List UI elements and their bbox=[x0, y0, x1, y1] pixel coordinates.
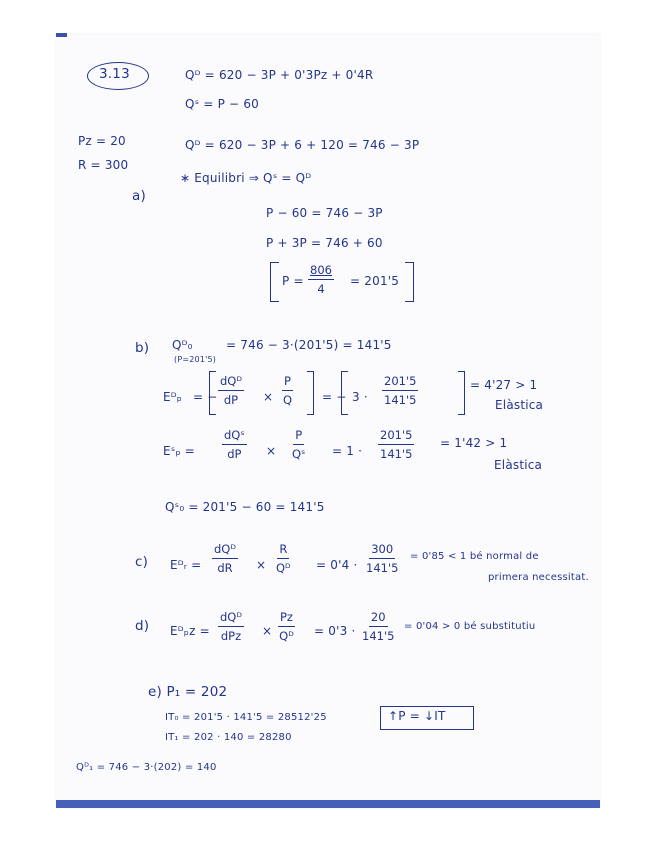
ed-bracket2-left bbox=[341, 371, 348, 415]
price-result-fraction bbox=[308, 263, 334, 297]
price-result-lhs: P = bbox=[282, 274, 304, 288]
revenue-it0: IT₀ = 201'5 · 141'5 = 28512'25 bbox=[165, 712, 327, 723]
r-value: R = 300 bbox=[78, 158, 129, 172]
ed-frac1-den: dP bbox=[223, 393, 239, 408]
ed-fraction-dq-dp bbox=[218, 374, 244, 408]
ed-frac2-num: P bbox=[282, 374, 293, 391]
supply-elasticity-symbol: Eˢₚ = bbox=[163, 444, 196, 458]
es-times: × bbox=[266, 444, 277, 458]
ed-frac2-den: Q bbox=[282, 393, 292, 408]
ed2-frac3-num: 20 bbox=[369, 610, 388, 627]
ed2-times: × bbox=[262, 624, 273, 638]
es-fraction-values bbox=[378, 428, 414, 462]
ed2-fraction-dq-dpz bbox=[218, 610, 244, 644]
bottom-edge-bar bbox=[56, 800, 600, 808]
ec-frac3-num: 300 bbox=[369, 542, 395, 559]
ed-times: × bbox=[263, 390, 274, 404]
demand-elasticity-result: = 4'27 > 1 bbox=[470, 378, 538, 392]
demand-elasticity-note: Elàstica bbox=[495, 398, 544, 412]
ed2-frac1-num: dQᴰ bbox=[218, 610, 244, 627]
ed2-frac2-den: Qᴰ bbox=[279, 629, 294, 644]
ed-frac3-den: 141'5 bbox=[384, 393, 417, 408]
ed2-fraction-pz-q bbox=[278, 610, 295, 644]
ed2-frac2-num: Pz bbox=[278, 610, 295, 627]
es-frac1-num: dQˢ bbox=[222, 428, 247, 445]
price-fraction-denominator: 4 bbox=[317, 282, 325, 297]
pz-value: Pz = 20 bbox=[78, 134, 126, 148]
demand-substituted: Qᴰ = 620 − 3P + 6 + 120 = 746 − 3P bbox=[185, 138, 420, 152]
es-frac2-den: Qˢ bbox=[292, 447, 306, 462]
ec-mid: = 0'4 · bbox=[316, 558, 358, 572]
equilibrium-condition: ∗ Equilibri ⇒ Qˢ = Qᴰ bbox=[180, 171, 312, 185]
part-b-label: b) bbox=[135, 340, 150, 356]
ed-bracket1-left bbox=[209, 371, 216, 415]
part-a-label: a) bbox=[132, 188, 146, 204]
top-edge-mark bbox=[56, 33, 67, 37]
supply-elasticity-result: = 1'42 > 1 bbox=[440, 436, 508, 450]
ec-fraction-r-q bbox=[276, 542, 291, 576]
ec-times: × bbox=[256, 558, 267, 572]
ec-frac3-den: 141'5 bbox=[366, 561, 399, 576]
ed-bracket1-right bbox=[307, 371, 314, 415]
ed-fraction-values bbox=[382, 374, 418, 408]
demand-elasticity-eq2: = − bbox=[322, 390, 347, 404]
demand-elasticity-eq1: = − bbox=[193, 390, 218, 404]
ed-three: 3 · bbox=[352, 390, 368, 404]
ed2-fraction-values bbox=[362, 610, 394, 644]
es-frac3-den: 141'5 bbox=[380, 447, 413, 462]
part-c-label: c) bbox=[135, 554, 149, 570]
ec-fraction-dq-dr bbox=[212, 542, 238, 576]
ed-frac3-num: 201'5 bbox=[382, 374, 418, 391]
part-a-step2: P + 3P = 746 + 60 bbox=[266, 236, 383, 250]
result-bracket-right bbox=[405, 262, 414, 302]
ed-fraction-p-q bbox=[282, 374, 293, 408]
ed2-mid: = 0'3 · bbox=[314, 624, 356, 638]
ed-bracket2-right bbox=[458, 371, 465, 415]
es-mid: = 1 · bbox=[332, 444, 363, 458]
es-fraction-dq-dp bbox=[222, 428, 247, 462]
income-elasticity-symbol: Eᴰᵣ = bbox=[170, 558, 202, 572]
price-fraction-numerator: 806 bbox=[308, 263, 334, 280]
es-frac3-num: 201'5 bbox=[378, 428, 414, 445]
supply-elasticity-note: Elàstica bbox=[494, 458, 543, 472]
qd0-symbol: Qᴰ₀ bbox=[172, 338, 193, 352]
ec-frac2-num: R bbox=[277, 542, 289, 559]
ed2-frac1-den: dPz bbox=[220, 629, 242, 644]
ed2-frac3-den: 141'5 bbox=[362, 629, 395, 644]
result-bracket-left bbox=[270, 262, 279, 302]
ec-frac1-num: dQᴰ bbox=[212, 542, 238, 559]
qd1-expression: Qᴰ₁ = 746 − 3·(202) = 140 bbox=[76, 762, 217, 773]
conclusion-text: ↑P = ↓IT bbox=[388, 709, 446, 723]
part-d-label: d) bbox=[135, 618, 150, 634]
ec-frac1-den: dR bbox=[217, 561, 233, 576]
ec-frac2-den: Qᴰ bbox=[276, 561, 291, 576]
cross-elasticity-symbol: Eᴰₚz = bbox=[170, 624, 210, 638]
ec-fraction-values bbox=[366, 542, 398, 576]
supply-equation: Qˢ = P − 60 bbox=[185, 97, 259, 111]
es-frac2-num: P bbox=[293, 428, 304, 445]
income-elasticity-note: primera necessitat. bbox=[488, 572, 589, 583]
revenue-it1: IT₁ = 202 · 140 = 28280 bbox=[165, 732, 292, 743]
cross-elasticity-result: = 0'04 > 0 bé substitutiu bbox=[404, 621, 536, 632]
demand-equation: Qᴰ = 620 − 3P + 0'3Pz + 0'4R bbox=[185, 68, 374, 82]
demand-elasticity-symbol: Eᴰₚ bbox=[163, 390, 183, 404]
qd0-condition: (P=201'5) bbox=[174, 355, 217, 364]
qd0-expression: = 746 − 3·(201'5) = 141'5 bbox=[226, 338, 392, 352]
part-e-label: e) P₁ = 202 bbox=[148, 684, 228, 700]
ed-frac1-num: dQᴰ bbox=[218, 374, 244, 391]
income-elasticity-result: = 0'85 < 1 bé normal de bbox=[410, 551, 539, 562]
es-frac1-den: dP bbox=[227, 447, 242, 462]
price-result-rhs: = 201'5 bbox=[350, 274, 400, 288]
es-fraction-p-q bbox=[292, 428, 305, 462]
part-a-step1: P − 60 = 746 − 3P bbox=[266, 206, 383, 220]
qs0-expression: Qˢ₀ = 201'5 − 60 = 141'5 bbox=[165, 500, 325, 514]
problem-number: 3.13 bbox=[99, 66, 130, 82]
